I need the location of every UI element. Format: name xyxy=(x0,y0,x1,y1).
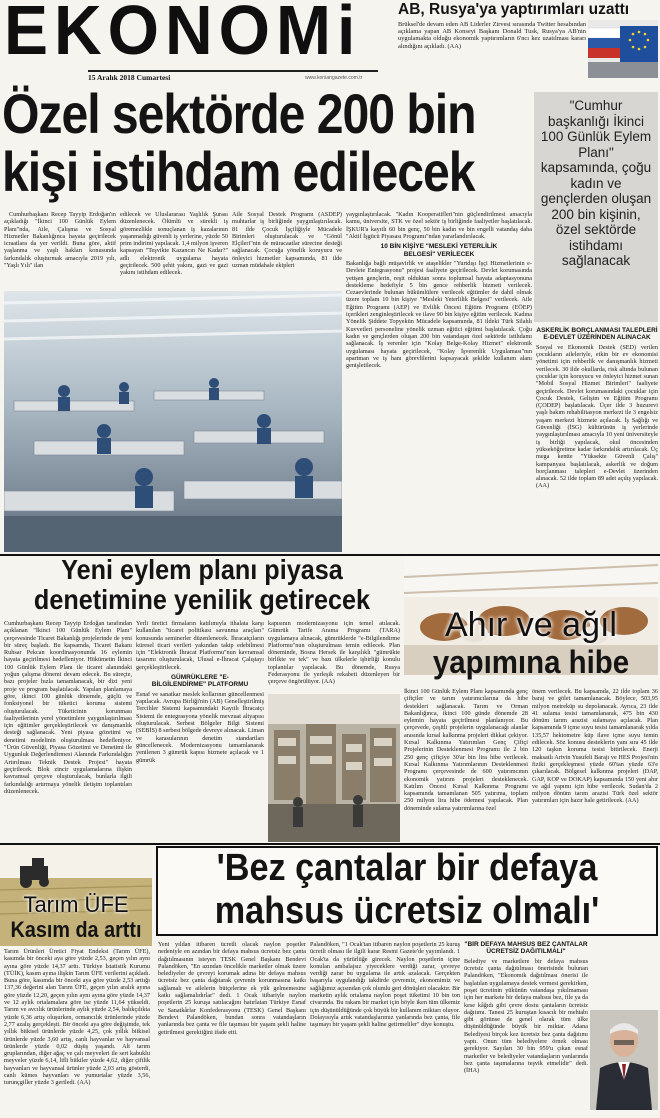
eylem-headline-line2: denetimine yenilik getirecek xyxy=(33,584,371,615)
website-url: www.korsangazete.com.tr xyxy=(305,75,363,81)
bez-col-3 xyxy=(464,941,588,1113)
eu-russia-flag-photo xyxy=(588,20,658,78)
main-col-5-text: Sosyal ve Ekonomik Destek (SED) verilen çocukların aileleriyle, etkin bir ev ekonomisi yönetimi için rehberlik ve danışmanlık hizmeti verilecek. 30 ilde okullarda, risk altında bulunan çocuklar için koruyucu ve önleyici hizmet sunan "Mobil Sosyal Hizmet Birimleri" faaliyete geçirilecek. Devlet korumasındaki çocuklar için Çocuk Destek, Gelişim ve Eğitim Programı (ÇODEP) başlatılacak. Üçer ilde 3 huzurevi yaşlı bakım rehabilitasyon merkezi ile 3 engelsiz yaşam merkezi hizmete açılacak. İş Sağlığı ve Güvenliği (İSG) kültürünün iş yerlerinde yaygınlaştırılması amacıyla 10 yeni üniversiteyle iş birliği yapılacak, okul öncesinden yükseköğretime kadar farkındalık artırılacak. Üç mega kentte "Yüksekte Güvenli Çalış" kampanyası başlatılacak, askerlik ve doğum borçlanması talepleri e-Devlet üzerinden alınacak. 52 ilde toplam 89 adet açılış yapılacak. (AA) xyxy=(536,343,658,490)
bez-col-1: Yeni yıldan itibaren ücretli olacak naylon poşetler nedeniyle en azından bir defaya mahsus ücretsiz bez çanta dağıtılmasının isteyen TESK Genel Başkanı Bendevi Palandöken, "En azından öncelikle marketler olmak üzere belediyeler de çevreyi korumak adına bir defaya mahsus ücretsiz bez çanta dağıtarak çevrenin korunmasına katkı sağlamalı ve ailelerin bütçelerine ek yük gelmemesine katkı sağlamalıdırlar" dedi. 1 Ocak itibariyle naylon poşetlerin 25 kuruşa satılacağını hatırlatan Türkiye Esnaf ve Sanatkârlar Konfederasyonu (TESK) Genel Başkanı Bendevi Palandöken, bundan sonra vatandaşların yanlarında bez çanta ve file taşıması bir yaşam şekli haline getirilmesi gerektiğini ifade etti. xyxy=(158,941,306,1036)
issue-date: 15 Aralık 2018 Cumartesi xyxy=(88,73,171,82)
top-story-text: Brüksel'de devam eden AB Liderler Zirvesi sırasında Twitter hesabından açıklama yapan AB Konseyi Başkanı Donald Tusk, Rusya'ya AB'nin uygulamakta olduğu ekonomik yaptırımların 6'ncı kez uzatılması kararı alındığını açıkladı. (AA) xyxy=(398,21,586,50)
bez-headline-line1: 'Bez çantalar bir defaya xyxy=(216,847,598,889)
main-col-3: Aile Sosyal Destek Programı (ASDEP) muhtarlar iş birliğinde yaygınlaştırılacak. 81 ilde Çocuk İşçiliğiyle Mücadele Birimleri oluşturulacak ve "Gönül Elçileri"nin de müracaatlar sürecine desteği sağlanacak. Çocuğa yönelik koruyucu ve önleyici hizmetler kapsamında, 81 ilde uzman müdahale ekipleri xyxy=(232,211,342,270)
customs-market-photo xyxy=(268,694,400,842)
main-col-4 xyxy=(346,211,532,551)
russia-flag-white xyxy=(588,28,622,38)
palandoken-portrait-photo xyxy=(590,1010,658,1110)
masthead xyxy=(0,0,660,84)
main-col-2: edilecek ve Uluslararası Yaşlılık Şurası düzenlenecek. Ölümlü ve sürekli iş göremezlikle sonuçlanan iş kazalarının yaşanmadığı güvenli iş yerlerine, yüzde 50 prim indirimi yapılacak. 1,4 milyon işveren kapsayan "Teşvikte Kazancın Ne Kadar?" adlı elektronik uygulama hayata geçirilecek. 500 şehit yakını, gazi ve gazi yakını istihdam edilecek. xyxy=(120,211,228,277)
pull-quote-text: "Cumhur başkanlığı İkinci 100 Günlük Eylem Planı" kapsamında, çoğu kadın ve gençlerden oluşan 200 bin kişinin, özel sektörde istihdamı sağlanacak xyxy=(540,98,652,268)
eylem-col-3: kapısının modernizasyonu için temel atılacak. Gümrük Tarife Arama Programı (TARA) uygulamaya alınacak, gümrüklerde "e-Bilgilendirme Platformu"nun oluşturulması temin edilecek. Plan döneminde, Bosna Hersek ile karşılıklı "gümrükte birlikte ve tek" ve bazı ülkelerle işbirliği konulu toplantılar yapılacak. Bu dönemde, Rusya Federasyonu ile yerleşik rekabeti düzenleyen bir çerçeve öngörülüyor. (AA) xyxy=(268,620,400,686)
main-col-4-subhead: 10 BİN KİŞİYE "MESLEKİ YETERLİLİK BELGESİ" VERİLECEK xyxy=(380,243,498,258)
bez-headline-line2: mahsus ücretsiz olmalı' xyxy=(214,890,600,932)
russia-flag-red xyxy=(588,48,622,58)
divider-2 xyxy=(0,843,660,845)
pull-quote xyxy=(534,92,658,322)
main-story-headline-line2: kişi istihdam edilecek xyxy=(2,140,475,203)
bez-subhead: "BİR DEFAYA MAHSUS BEZ ÇANTALAR ÜCRETSİZ DAĞITILMALI" xyxy=(464,941,588,956)
masthead-rule xyxy=(88,70,378,72)
tarim-headline-line1: Tarım ÜFE xyxy=(23,892,129,917)
textile-factory-photo xyxy=(4,291,342,552)
eylem-col-2-text: Yerli üretici firmaların katılımıyla ithalata karşı kullanılan "ticaret politikası savunma araçları" konusunda seminerler düzenlenecek. İhracatçıların küresel ticari verileri yakından takip edebilmesi için "Elektronik İhracat Platformu"nun kavramsal tasarımı oluşturulacak, Ulusal e-İhracat Çalıştayı gerçekleştirilecek. xyxy=(136,620,264,671)
eylem-col-2 xyxy=(136,620,264,842)
tarim-headline-line2: Kasım da arttı xyxy=(10,917,142,942)
ahir-headline-line1: Ahır ve ağıl xyxy=(445,606,617,644)
ahir-headline-line2: yapımına hibe xyxy=(432,644,630,680)
eylem-subhead: GÜMRÜKLERE "E-BİLGİLENDİRME" PLATFORMU xyxy=(151,674,249,689)
main-col-5 xyxy=(536,324,658,552)
main-col-4-text: yaygınlaştırılacak. "Kadın Kooperatifleri"nin güçlendirilmesi amacıyla kamu, üniversite, STK ve özel sektör iş birliğinde faaliyetler başlatılacak. İŞKUR'a kayıtlı 60 bin genç, 50 bin kadın ve bin engelli vatandaş daha "Aktif İşgücü Piyasası Programı"ndan yararlandırılacak. xyxy=(346,211,532,240)
main-col-4-text-b: Bakanlığa bağlı müşavirlik ve ataşelikler "Yurtdışı İşçi Hizmetlerinin e-Devlete Entegrasyonu" projesi faaliyete geçirilecek. Devlet korumasında yetişen gençlerin, reşit olduktan sonra toplumsal hayata adaptasyonuna destekleme hedefiyle 5 bin gence rehberlik hizmeti verilecek. Cezaevlerinde bulunan hükümlülere verilecek eğitimler de dahil olmak üzere toplam 10 bin kişiye "Mesleki Yeterlilik Belgesi" verilecek. Aile Eğitim Programı (AEP) ve Evlilik Öncesi Eğitim Programı (EÖEP) içerikleri zenginleştirilecek ve ilave 90 bin kişiye eğitim verilecek. Kadına Yönelik Şiddete Topyekün Mücadele kapsamında, 81 ildeki Türk Silahlı Kuvvetleri personeline yönelik uzman eğitici eğitimi başlatılacak. Çoğu kadın ve gençlerden oluşan 200 bin vatandaşın özel sektörde istihdamı sağlanacak. İş verenler için "Kolay Belge-Kolay Hizmet" elektronik uygulaması hayata geçirilecek, "Kolay İşverenlik Uygulaması"nın apartman ve iş hanı görevlilerini kapsayacak şekilde kullanım alanı genişletilecek. xyxy=(346,260,532,370)
bez-col-3-text: Belediye ve marketlere bir defaya mahsus ücretsiz çanta dağıtılması önerisinde bulunan Palandöken, "Ekonomik dağıtılması önerisi ile başlatılan uygulamaya destek vermesi gerekirken, poşet ücretinin yükünün vatandaşa yıkılmaması için her markete bir defaya mahsus bez, file ya da kese kâğıdı gibi çevre dostu çantaların ücretsiz dağıtımı. Tanesi 25 kuruştan kısacık bir mehtabı gibi görünse de genel olarak tüm ülke düşünüldüğünde büyük bir miktar. Adana Belediyesi birçok kez ücretsiz bez çanta dağıtımı yaptı. Onun tüm belediyelere örnek olması gerekiyor. Sayıları 30 bin 959'u çıkan esnaf marketler ve belediyeler vatandaşların yanlarında bez çanta taşımalarına teşvik etmelidir" dedi. (İHA) xyxy=(464,957,588,1075)
main-story-headline-line1: Özel sektörde 200 bin xyxy=(2,82,476,145)
main-col-1: Cumhurbaşkanı Recep Tayyip Erdoğan'ın açıkladığı "İkinci 100 Günlük Eylem Planı"nda, Aile, Çalışma ve Sosyal Hizmetler Bakanlığınca hayata geçirilecek icraatlara da yer verildi. Buna göre, aktif yaşlanma ve yaşlı hakları konusunda farkındalık oluşturmak amacıyla 2019 yılı, "Yaşlı Yılı" ilan xyxy=(4,211,116,270)
tarim-text: Tarım Ürünleri Üretici Fiyat Endeksi (Tarım ÜFE), kasımda bir önceki aya göre yüzde 2,53, geçen yılın aynı ayına göre yüzde 14,37 arttı. Türkiye İstatistik Kurumu (TÜİK), kasım ayına ilişkin Tarım ÜFE verilerini açıkladı. Buna göre, kasımda bir önceki aya göre yüzde 2,53 arttığı 137,36 değerini alan Tarım ÜFE, geçen yılın aralık ayına göre yüzde 12,20, geçen yılın aynı ayına göre yüzde 14,37 ve 12 aylık ortalamalara göre ise yüzde 11,64 yükseldi. Tarım ve avcılık ürünlerinde aylık yüzde 2,54, balıkçılıkta yüzde 6,36 artış oluşurken, ormancılık ürünlerinde yüzde 2,77 azalış gerçekleşti. Bir önceki aya göre değişimde, tek yıllık bitkisel ürünlerde yüzde 4,25, çok yıllık bitkisel ürünlerde yüzde 3,60 artış, canlı hayvanlar ve hayvansal ürünlerde yüzde 0,02 düşüş yaşandı. Alt tarım gruplarından, diğer ağaç ve çalı meyveleri ile sert kabuklu meyveler yüzde 6,14, lifli bitkiler yüzde 4,62, diğer çiftlik hayvanları ve hayvansal ürünler yüzde 2,03 artış gösterdi, canlı kümes hayvanları ve yumurtalar yüzde 3,56, turunçgiller yüzde 3 geriledi. (AA) xyxy=(4,948,150,1087)
top-story-headline: AB, Rusya'ya yaptırımları uzattı xyxy=(398,1,630,18)
eylem-headline-line1: Yeni eylem planı piyasa xyxy=(61,554,343,585)
bez-col-2: Palandöken, "1 Ocak'tan itibaren naylon poşetlerin 25 kuruş ücretli olması ile ilgili karar Resmi Gazete'de yayımlandı. 1 Ocak'ta da yürürlüğe girecek. Naylon poşetlerin içine konulan ambalajsız yiyeceklere verdiği zarar, çevreye verdiği zarar bu uygulama ile artık azalacak. Gerçekten başarıyla uygulandığı takdirde çevremiz, ekonomimiz ve sağlığımız açısından çok olumlu geri dönüşleri olacaktır. Bir marketin aylık ortalama naylon poşet tüketimi 10 bin ton civarında. Bu rakam bir market için böyle iken tüm ülkemiz için düşünüldüğünde çok büyük bir kullanım miktarı oluyor. Dolayısıyla artık vatandaşlarımız yanlarında bez çanta, file taşımayı bir yaşam şekli haline getirmeliler" diye konuştu. xyxy=(310,941,460,1029)
eylem-col-1: Cumhurbaşkanı Recep Tayyip Erdoğan tarafından açıklanan "İkinci 100 Günlük Eylem Planı" çerçevesinde Ticaret Bakanlığı projelerinde de yeni bir süreç başladı. Bu kapsamda, Ticaret Bakanı Ruhsar Pekcan koordinasyonunda 16 eylemin hayata geçirilmesi hedefleniyor. Hükümetin İkinci 100 Günlük Eylem Planı ile ticaret alanındaki yoğun çalışma dönemi devam edecek. Bu süreçte, bazı projeler hızla tamamlanacak, bir dizi yeni proje ve program başlatılacak. Yapılan planlamaya göre, ikinci 100 günlük dönemde, güçlü ve fonksiyonel bir tüketici koruma sistemi oluşturulacak. Tüketicinin korunması faaliyetlerinin yerel yönetimlere yaygınlaştırılması için eğitimler gerçekleştirilecek ve danışmanlık desteği sağlanacak. Yeni piyasa gözetimi ve denetimi modelinin oluşturulması hedefleniyor. "Ürün Güvenliği, Piyasa Gözetimi ve Denetimi ile Uygunluk Değerlendirmesi Alanında Farkındalığın Artırılması Teknik Destek Projesi" hayata geçirilecek. Blok zincir uygulamalarına ilişkin kavramsal çerçeve oluşturulacak, bunlarla ilgili farkındalığı artırmaya yönelik iletişim toplantıları düzenlenecek. xyxy=(4,620,132,795)
ahir-col-2: önem verilecek. Bu kapsamda, 22 ilde toplam 36 baraj ve gölet tamamlanacak. Böylece, 503,95 milyon metreküp su depolanacak. Ayrıca, 23 ilde 41 sulama tesisi tamamlanarak, 475 bin 430 dönüm tarım arazisi sulamaya açılacak. Plan kapsamında 9 içme suyu tesisi tamamlanarak yılda 135,57 hektometre küp ilave içme suyu temin edilecek. Söz konusu desteklerin yanı sıra 45 ilde 120 taşkın koruma tesisi bitirilecek. Enerji maksatlı Artvin Yusufeli Barajı ve HES Projesi'nin fiziki gerçekleşmesi yüzde 60'tan yüzde 63'e çıkarılacak. Bölgesel kalkınma projeleri (DAP, GAP, KOP ve DOKAP) kapsamında 150 yeni ahır ve ağıl yapımı için hibe verilecek. Sudan'da 2 milyon dönüm tarım arazisi Türk özel sektör yatırımları için hazır hale getirilecek. (AA) xyxy=(532,688,658,805)
russia-flag-blue xyxy=(588,38,622,48)
main-col-5-subhead: ASKERLİK BORÇLANMASI TALEPLERİ E-DEVLET ÜZERİNDEN ALINACAK xyxy=(536,327,658,342)
eylem-col-2-text-b: Esnaf ve sanatkar meslek kollarının güncellenmesi yapılacak. Avrupa Birliği'nin (AB) Genelleştirilmiş Tercihler Sistemi kapsamındaki Kayıtlı İhracatçı Sistemi ile entegrasyona yönelik mevzuat altyapısı oluşturulacak. Serbest Bölgeler Bilgi Sistemi (SEBİS) 8 serbest bölgede devreye alınacak. Liman ve karasularının denetim standartları güncellenecek. Modernizasyonu tamamlanarak yenilenen 3 gümrük kapısı hizmete açılacak ve 1 gümrük xyxy=(136,690,264,764)
ahir-col-1: İkinci 100 Günlük Eylem Planı kapsamında genç çiftçiler ve tarım yatırımcılarına da hibe destekleri sağlanacak. Tarım ve Orman Bakanlığınca, ikinci 100 günde dönemde 28 eylemin hayata geçirilmesi planlanıyor. Bu çerçevede, çeşitli projelerin uygulanacağı alanlar arasında kırsal kalkınma projeleri dikkat çekiyor. Kırsal Kalkınma Yatırımları Genç Çiftçi Projelerinin Desteklenmesi Programı ile 2 bin 250 genç çiftçiye 30'ar bin lira hibe verilecek. Kırsal Kalkınma Yatırımlarının Desteklenmesi Programı çerçevesinde de 600 yatırımcının ekonomik yatırım projeleri desteklenecek. Katılım Öncesi Kırsal Kalkınma Programı kapsamında tamamlanan 505 yatırıma, toplam 250 milyon lira hibe ödemesi yapılacak. Plan döneminde sulama yatırımlarına özel xyxy=(404,688,528,812)
masthead-title: EKONOMi xyxy=(4,0,362,69)
